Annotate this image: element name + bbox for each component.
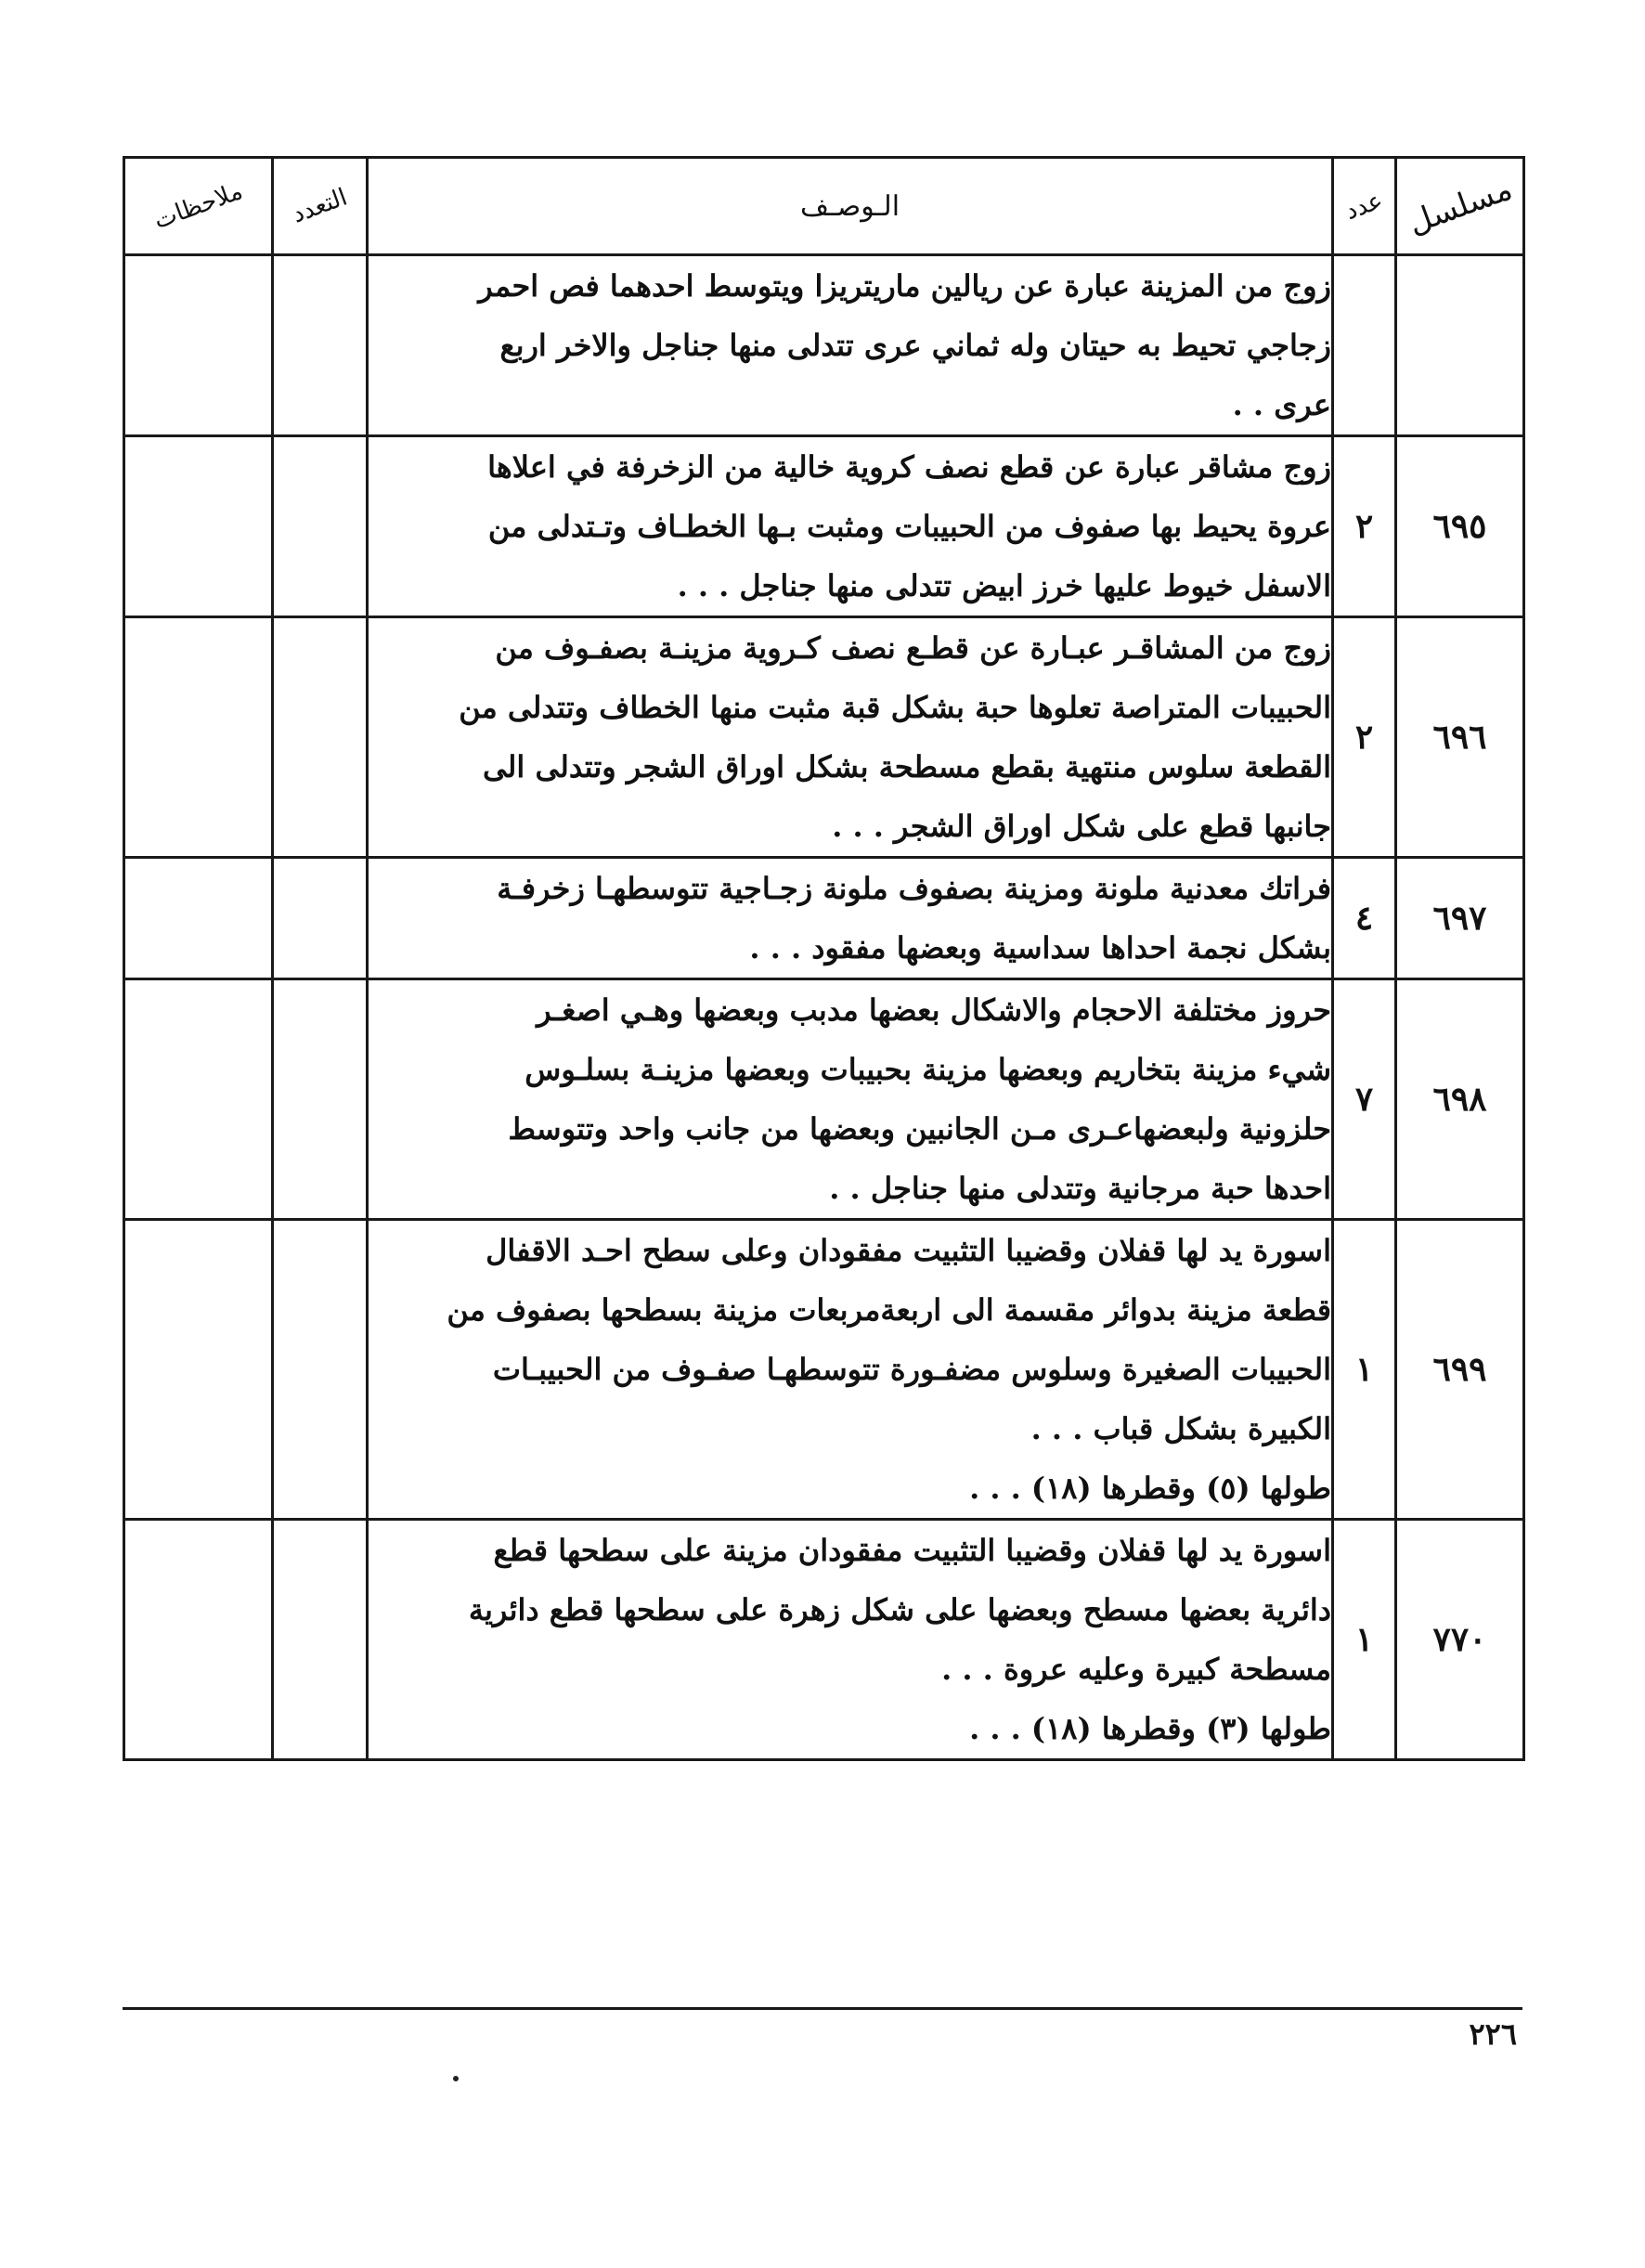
row-notes xyxy=(124,436,273,617)
table-body xyxy=(124,255,1524,1760)
row-count: ١ xyxy=(1333,1220,1396,1520)
row-serial: ٦٩٩ xyxy=(1396,1220,1524,1520)
description-line: قطعة مزينة بدوائر مقسمة الى اربعةمربعات مزينة بسطحها بصفوف من xyxy=(447,1292,1331,1328)
row-serial: ٧٧٠ xyxy=(1396,1520,1524,1760)
description-line: جانبها قطع على شكل اوراق الشجر . . . xyxy=(832,809,1331,844)
row-notes xyxy=(124,1220,273,1520)
row-quantity xyxy=(273,979,368,1220)
description-line: دائرية بعضها مسطح وبعضها على شكل زهرة على سطحها قطع دائرية xyxy=(468,1592,1331,1627)
description-line: زوج من المزينة عبارة عن ريالين ماريتريزا ويتوسط احدهما فص احمر xyxy=(478,268,1331,304)
row-description xyxy=(368,979,1333,1220)
row-quantity xyxy=(273,617,368,858)
row-count: ٤ xyxy=(1333,858,1396,979)
row-quantity xyxy=(273,436,368,617)
footer-rule xyxy=(123,2007,1522,2010)
description-line: عروة يحيط بها صفوف من الحبيبات ومثبت بـها الخطـاف وتـتدلى من xyxy=(487,509,1331,544)
header-description: الـوصـف xyxy=(368,158,1333,255)
table-row xyxy=(124,255,1524,436)
page-number: ٢٢٦ xyxy=(1469,2016,1517,2052)
description-line: فراتك معدنية ملونة ومزينة بصفوف ملونة زجـاجية تتوسطهـا زخرفـة xyxy=(497,871,1331,906)
description-line: اسورة يد لها قفلان وقضيبا التثبيت مفقودان مزينة على سطحها قطع xyxy=(493,1533,1331,1568)
description-line: زجاجي تحيط به حيتان وله ثماني عرى تتدلى منها جناجل والاخر اربع xyxy=(499,328,1331,363)
row-quantity xyxy=(273,858,368,979)
table-row xyxy=(124,436,1524,617)
row-serial: ٦٩٧ xyxy=(1396,858,1524,979)
scan-speck xyxy=(453,2076,459,2081)
description-line: طولها (٣) وقطرها (١٨) . . . xyxy=(969,1711,1331,1746)
description-line: طولها (٥) وقطرها (١٨) . . . xyxy=(969,1471,1331,1506)
row-count: ٢ xyxy=(1333,436,1396,617)
table-row xyxy=(124,1520,1524,1760)
row-description xyxy=(368,858,1333,979)
row-quantity xyxy=(273,1520,368,1760)
header-notes: ملاحظات xyxy=(124,158,273,255)
row-notes xyxy=(124,858,273,979)
row-serial: ٦٩٥ xyxy=(1396,436,1524,617)
row-notes xyxy=(124,255,273,436)
description-line: شيء مزينة بتخاريم وبعضها مزينة بحبيبات وبعضها مزينـة بسلـوس xyxy=(525,1052,1331,1087)
description-line: حلزونية ولبعضهاعـرى مـن الجانبين وبعضها من جانب واحد وتتوسط xyxy=(508,1111,1331,1147)
description-line: الكبيرة بشكل قباب . . . xyxy=(1030,1411,1331,1446)
description-line: بشكل نجمة احداها سداسية وبعضها مفقود . . . xyxy=(749,930,1331,966)
description-line: عرى . . xyxy=(1232,387,1331,422)
description-line: اسورة يد لها قفلان وقضيبا التثبيت مفقودان وعلى سطح احـد الاقفال xyxy=(486,1233,1331,1268)
header-quantity: التعدد xyxy=(273,158,368,255)
description-line: احدها حبة مرجانية وتتدلى منها جناجل . . xyxy=(829,1171,1331,1206)
table-header-row xyxy=(124,158,1524,255)
description-line: مسطحة كبيرة وعليه عروة . . . xyxy=(941,1652,1331,1687)
inventory-table xyxy=(123,156,1525,1761)
row-notes xyxy=(124,1520,273,1760)
row-description xyxy=(368,255,1333,436)
row-count: ٢ xyxy=(1333,617,1396,858)
header-count: عدد xyxy=(1333,158,1396,255)
row-description xyxy=(368,436,1333,617)
row-count: ١ xyxy=(1333,1520,1396,1760)
row-quantity xyxy=(273,1220,368,1520)
row-serial xyxy=(1396,255,1524,436)
row-quantity xyxy=(273,255,368,436)
description-line: زوج من المشاقـر عبـارة عن قطـع نصف كـروية مزينـة بصفـوف من xyxy=(495,630,1331,666)
description-line: الحبيبات المتراصة تعلوها حبة بشكل قبة مثبت منها الخطاف وتتدلى من xyxy=(459,690,1331,725)
row-description xyxy=(368,1520,1333,1760)
row-description xyxy=(368,1220,1333,1520)
table-row xyxy=(124,617,1524,858)
row-notes xyxy=(124,617,273,858)
row-serial: ٦٩٨ xyxy=(1396,979,1524,1220)
description-line: زوج مشاقر عبارة عن قطع نصف كروية خالية من الزخرفة في اعلاها xyxy=(487,449,1331,485)
description-line: الحبيبات الصغيرة وسلوس مضفـورة تتوسطهـا صفـوف من الحبيبـات xyxy=(492,1352,1331,1387)
row-serial: ٦٩٦ xyxy=(1396,617,1524,858)
description-line: حروز مختلفة الاحجام والاشكال بعضها مدبب وبعضها وهـي اصغـر xyxy=(537,992,1331,1028)
table-row xyxy=(124,1220,1524,1520)
row-notes xyxy=(124,979,273,1220)
header-serial: مسلسل xyxy=(1396,158,1524,255)
table-row xyxy=(124,979,1524,1220)
row-count xyxy=(1333,255,1396,436)
table-row xyxy=(124,858,1524,979)
row-count: ٧ xyxy=(1333,979,1396,1220)
description-line: الاسفل خيوط عليها خرز ابيض تتدلى منها جناجل . . . xyxy=(677,568,1331,603)
description-line: القطعة سلوس منتهية بقطع مسطحة بشكل اوراق الشجر وتتدلى الى xyxy=(483,749,1331,784)
row-description xyxy=(368,617,1333,858)
